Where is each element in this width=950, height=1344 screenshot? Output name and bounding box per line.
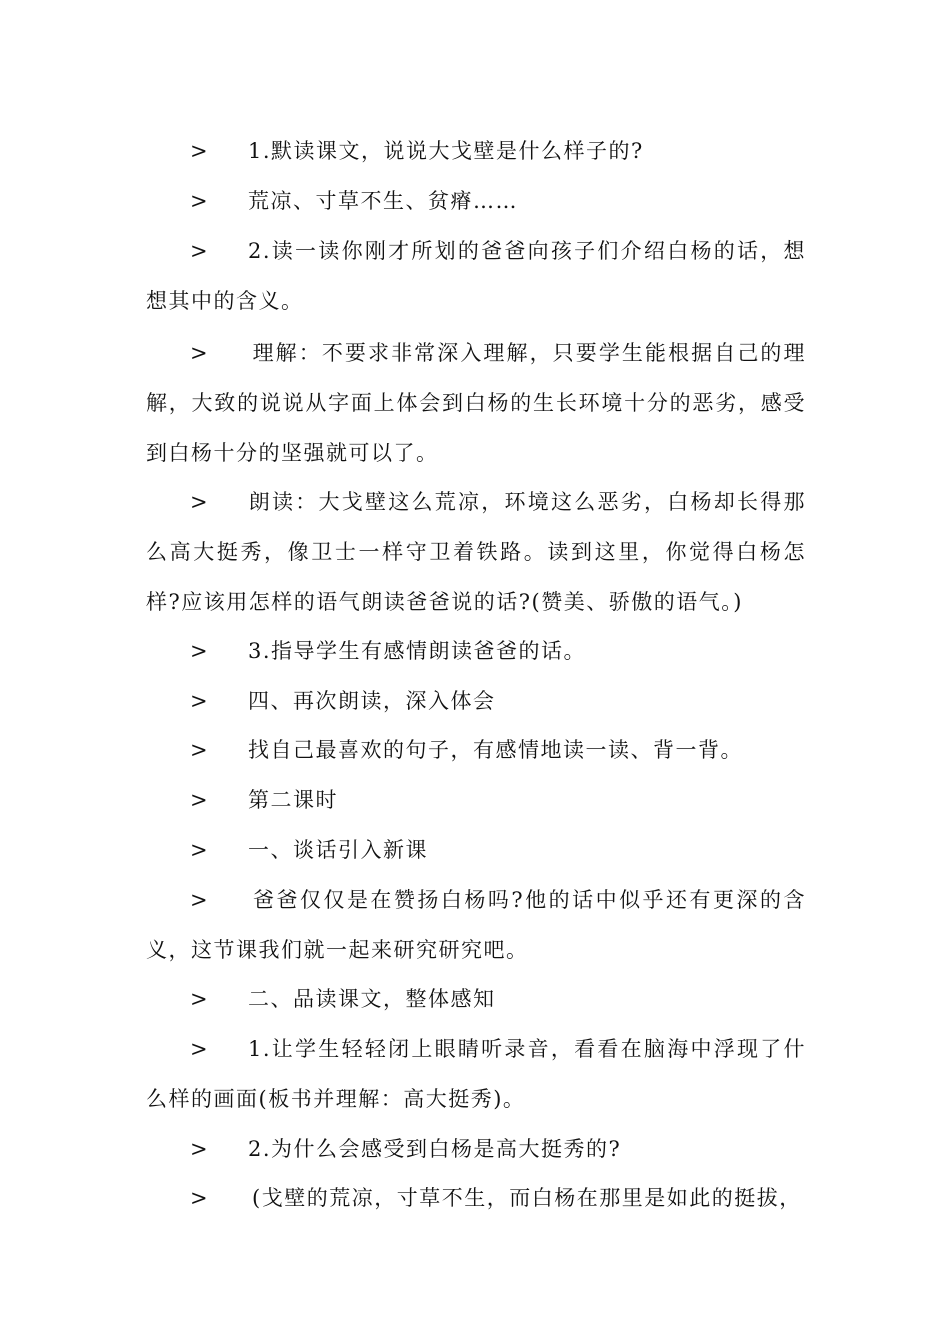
bullet-marker: > [190, 788, 210, 812]
bullet-marker: > [190, 1137, 210, 1161]
bullet-marker: > [190, 239, 210, 263]
paragraph-text: 1.默读课文，说说大戈壁是什么样子的? [248, 139, 644, 163]
paragraph-4 [146, 328, 806, 478]
paragraph-text: 3.指导学生有感情朗读爸爸的话。 [248, 639, 587, 663]
paragraph-text: 2.读一读你刚才所划的爸爸向孩子们介绍白杨的话，想想其中的含义。 [146, 239, 806, 313]
paragraph-text: 找自己最喜欢的句子，有感情地读一读、背一背。 [248, 738, 743, 762]
paragraph-5 [146, 477, 806, 627]
paragraph-text: 第二课时 [248, 788, 338, 812]
paragraph-2 [146, 176, 806, 226]
paragraph-7 [146, 676, 806, 726]
bullet-marker: > [190, 139, 210, 163]
paragraph-15 [146, 1173, 806, 1223]
paragraph-text: (戈壁的荒凉，寸草不生，而白杨在那里是如此的挺拔， [252, 1186, 802, 1210]
paragraph-text: 朗读：大戈壁这么荒凉，环境这么恶劣，白杨却长得那么高大挺秀，像卫士一样守卫着铁路。读到这里，你觉得白杨怎样?应该用怎样的语气朗读爸爸说的话?(赞美、骄傲的语气。) [146, 490, 806, 614]
paragraph-text: 四、再次朗读，深入体会 [248, 689, 496, 713]
bullet-marker: > [190, 490, 210, 514]
bullet-marker: > [190, 1037, 210, 1061]
paragraph-9 [146, 775, 806, 825]
paragraph-text: 一、谈话引入新课 [248, 838, 428, 862]
bullet-marker: > [190, 341, 210, 365]
bullet-marker: > [190, 189, 210, 213]
paragraph-text: 1.让学生轻轻闭上眼睛听录音，看看在脑海中浮现了什么样的画面(板书并理解：高大挺秀)。 [146, 1037, 806, 1111]
paragraph-6 [146, 626, 806, 676]
paragraph-1 [146, 126, 806, 176]
paragraph-text: 荒凉、寸草不生、贫瘠…… [248, 189, 518, 213]
bullet-marker: > [190, 838, 210, 862]
paragraph-8 [146, 725, 806, 775]
bullet-marker: > [190, 738, 210, 762]
paragraph-text: 理解：不要求非常深入理解，只要学生能根据自己的理解，大致的说说从字面上体会到白杨的生长环境十分的恶劣，感受到白杨十分的坚强就可以了。 [146, 341, 806, 465]
bullet-marker: > [190, 1186, 210, 1210]
paragraph-text: 2.为什么会感受到白杨是高大挺秀的? [248, 1137, 622, 1161]
paragraph-10 [146, 825, 806, 875]
bullet-marker: > [190, 888, 210, 912]
bullet-marker: > [190, 639, 210, 663]
paragraph-11 [146, 875, 806, 975]
paragraph-12 [146, 974, 806, 1024]
bullet-marker: > [190, 987, 210, 1011]
paragraph-3 [146, 226, 806, 326]
paragraph-13 [146, 1024, 806, 1124]
paragraph-text: 二、品读课文，整体感知 [248, 987, 496, 1011]
paragraph-14 [146, 1124, 806, 1174]
paragraph-text: 爸爸仅仅是在赞扬白杨吗?他的话中似乎还有更深的含义，这节课我们就一起来研究研究吧。 [146, 888, 806, 962]
bullet-marker: > [190, 689, 210, 713]
